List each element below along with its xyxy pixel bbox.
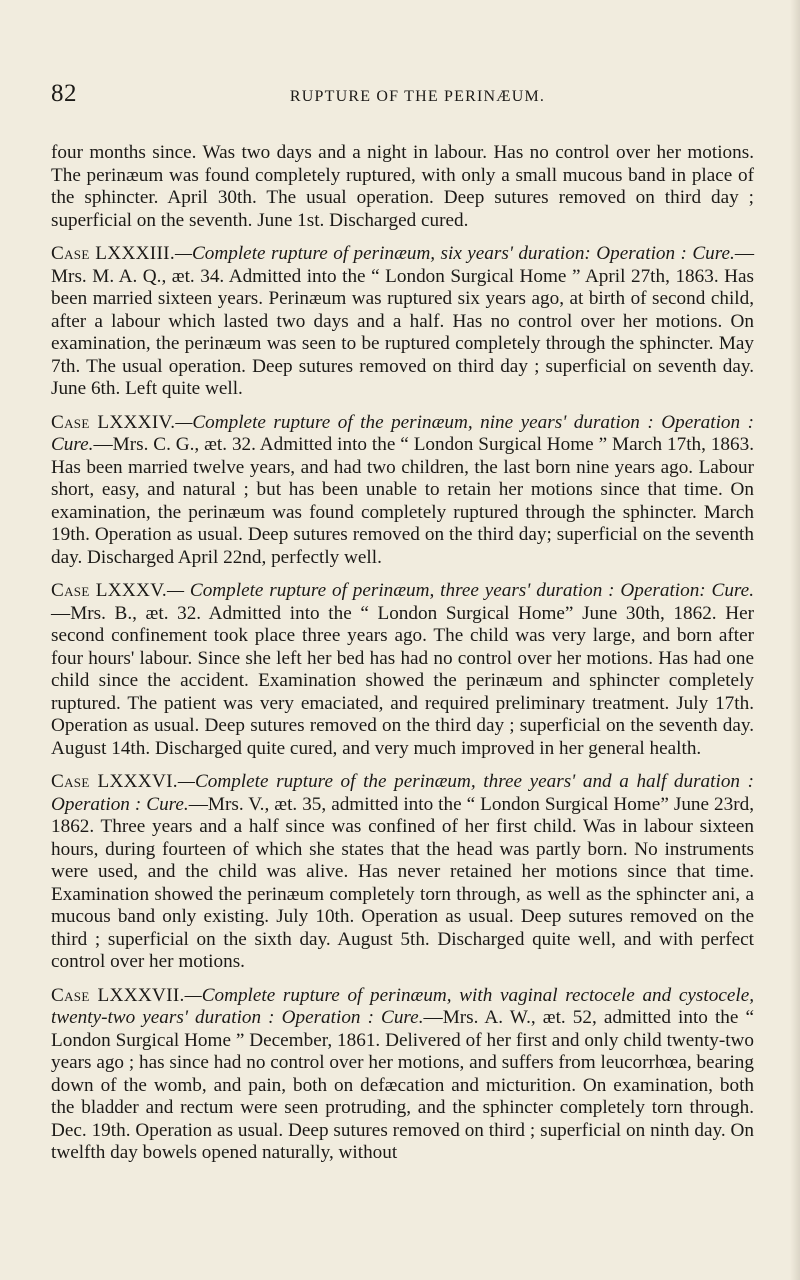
case-paragraph-85 xyxy=(51,580,754,760)
case-title: —Complete rupture of perinæum, with vaginal rectocele and cystocele, twenty-two years' duration : Operation : Cure. xyxy=(51,984,755,1028)
case-paragraph-83 xyxy=(51,243,754,401)
case-label: Case LXXXIII. xyxy=(51,243,175,264)
paragraph-continuation xyxy=(51,142,754,232)
page-header xyxy=(51,0,754,107)
case-label: Case LXXXVI. xyxy=(51,771,178,792)
case-title: —Complete rupture of the perinæum, three years' and a half duration : Operation : Cure. xyxy=(51,771,754,815)
case-paragraph-87 xyxy=(51,985,754,1165)
page-body xyxy=(51,142,754,1165)
paragraph-text: four months since. Was two days and a night in labour. Has no control over her motions. The perinæum was found completely ruptured, with only a small mucous band in place of the sphincter. April 30th. The usual operation. Deep sutures removed on third day ; superficial on the seventh. June 1st. Discharged cured. xyxy=(51,142,754,231)
case-title: —Complete rupture of the perinæum, nine years' duration : Operation : Cure. xyxy=(51,411,754,455)
case-text: —Mrs. V., æt. 35, admitted into the “ London Surgical Home” June 23rd, 1862. Three years and a half since was confined of her first child. Was in labour sixteen hours, during fourteen of which she states that the head was partly born. No instruments were used, and the child was alive. Has never retained her motions since that time. Examination showed the perinæum completely torn through, as well as the sphincter ani, a mucous band only existing. July 10th. Operation as usual. Deep sutures removed on the third ; superficial on the sixth day. August 5th. Discharged quite well, and with perfect control over her motions. xyxy=(51,793,754,972)
case-title: —Complete rupture of perinæum, six years' duration: Operation : Cure. xyxy=(174,243,735,264)
case-text: —Mrs. C. G., æt. 32. Admitted into the “ London Surgical Home ” March 17th, 1863. Has been married twelve years, and had two children, the last born nine years ago. Labour short, easy, and natural ; but has been unable to retain her motions since that time. On examination, the perinæum was found completely ruptured through the sphincter. March 19th. Operation as usual. Deep sutures removed on the third day; superficial on the seventh day. Discharged April 22nd, perfectly well. xyxy=(51,434,754,568)
case-label: Case LXXXIV. xyxy=(51,411,176,433)
case-text: —Mrs. A. W., æt. 52, admitted into the “ London Surgical Home ” December, 1861. Delivered of her first and only child twenty-two years ago ; has since had no control over her motions, and suffers from leucorrhœa, bearing down of the womb, and pain, both on defæcation and micturition. On examination, both the bladder and rectum were seen protruding, and the sphincter completely torn through. Dec. 19th. Operation as usual. Deep sutures removed on third ; superficial on ninth day. On twelfth day bowels opened naturally, without xyxy=(51,1007,754,1163)
case-paragraph-86 xyxy=(51,771,754,974)
case-text: —Mrs. B., æt. 32. Admitted into the “ London Surgical Home” June 30th, 1862. Her second confinement took place three years ago. The child was very large, and born after four hours' labour. Since she left her bed has had no control over her motions. Has had one child since the accident. Examination showed the perinæum and sphincter completely ruptured. The patient was very emaciated, and required preliminary treatment. July 17th. Operation as usual. Deep sutures removed on the third day ; superficial on the seventh day. August 14th. Discharged quite cured, and very much improved in her general health. xyxy=(51,602,754,759)
case-label: Case LXXXV. xyxy=(51,580,167,601)
page-number: 82 xyxy=(51,80,77,107)
case-title: — Complete rupture of perinæum, three years' duration : Operation: Cure. xyxy=(166,580,754,601)
case-text: —Mrs. M. A. Q., æt. 34. Admitted into the “ London Surgical Home ” April 27th, 1863. Has been married sixteen years. Perinæum was ruptured six years ago, at birth of second child, after a labour which lasted two days and a half. Has no control over her motions. On examination, the perinæum was seen to be ruptured completely through the sphincter. May 7th. The usual operation. Deep sutures removed on third day ; superficial on seventh day. June 6th. Left quite well. xyxy=(51,243,754,399)
case-label: Case LXXXVII. xyxy=(51,984,185,1006)
case-paragraph-84 xyxy=(51,412,754,570)
running-head: RUPTURE OF THE PERINÆUM. xyxy=(289,88,546,105)
